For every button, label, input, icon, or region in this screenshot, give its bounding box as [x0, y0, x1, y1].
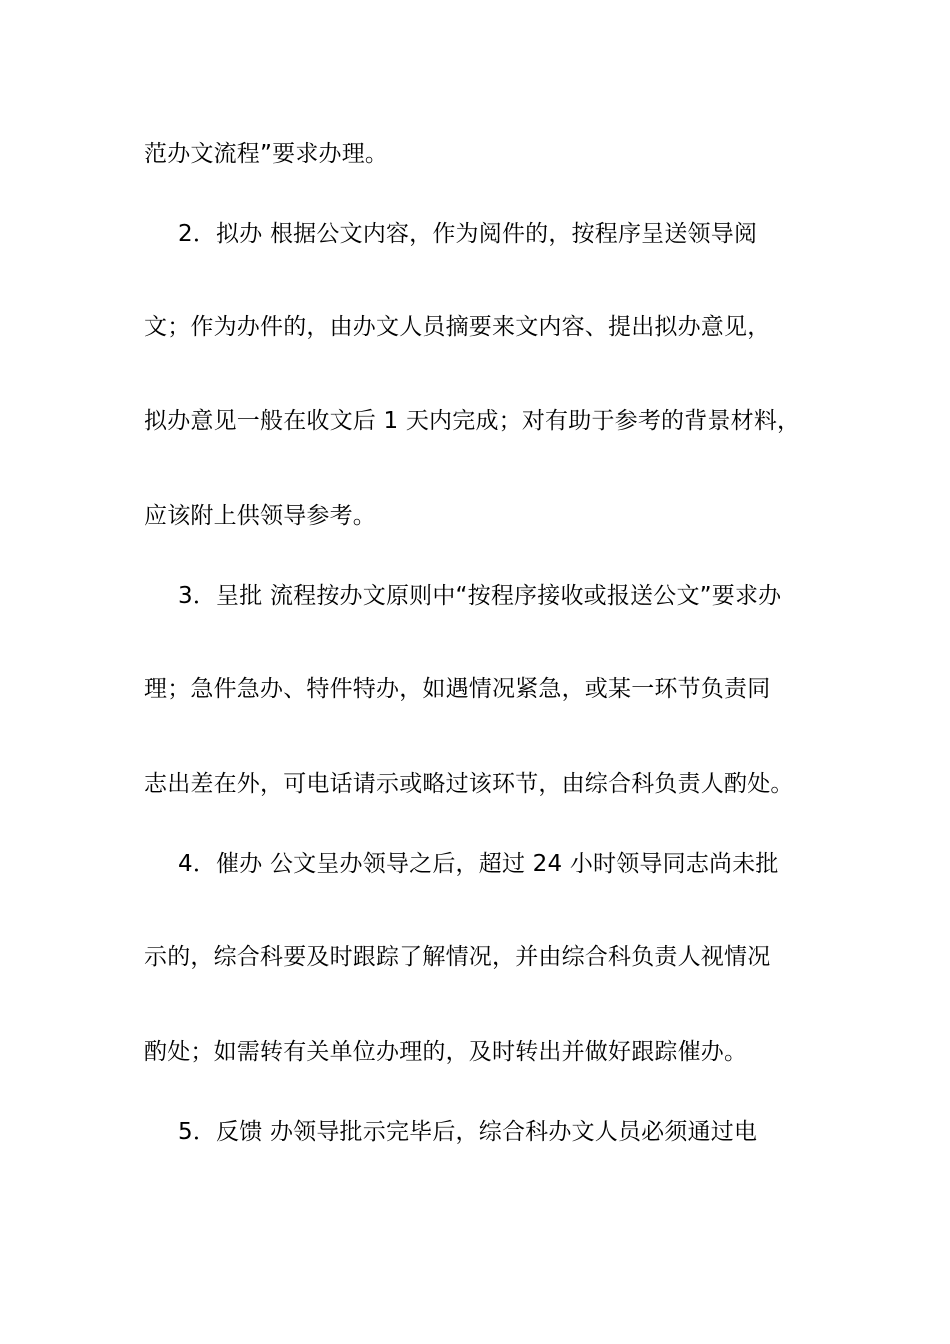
- text-line: 示的，综合科要及时跟踪了解情况，并由综合科负责人视情况: [144, 944, 771, 970]
- text-line: 5．反馈 办领导批示完毕后，综合科办文人员必须通过电: [178, 1119, 758, 1145]
- text-line: 志出差在外，可电话请示或略过该环节，由综合科负责人酌处。: [144, 771, 794, 797]
- text-line: 酌处；如需转有关单位办理的，及时转出并做好跟踪催办。: [144, 1039, 748, 1065]
- text-line: 理；急件急办、特件特办，如遇情况紧急，或某一环节负责同: [144, 676, 771, 702]
- text-line: 3．呈批 流程按办文原则中“按程序接收或报送公文”要求办: [178, 583, 782, 609]
- text-line: 4．催办 公文呈办领导之后，超过 24 小时领导同志尚未批: [178, 851, 779, 877]
- text-line: 2．拟办 根据公文内容，作为阅件的，按程序呈送领导阅: [178, 221, 758, 247]
- text-line: 范办文流程”要求办理。: [144, 141, 389, 167]
- text-line: 应该附上供领导参考。: [144, 503, 376, 529]
- text-line: 文；作为办件的，由办文人员摘要来文内容、提出拟办意见，: [144, 314, 771, 340]
- text-line: 拟办意见一般在收文后 1 天内完成；对有助于参考的背景材料，: [144, 408, 801, 434]
